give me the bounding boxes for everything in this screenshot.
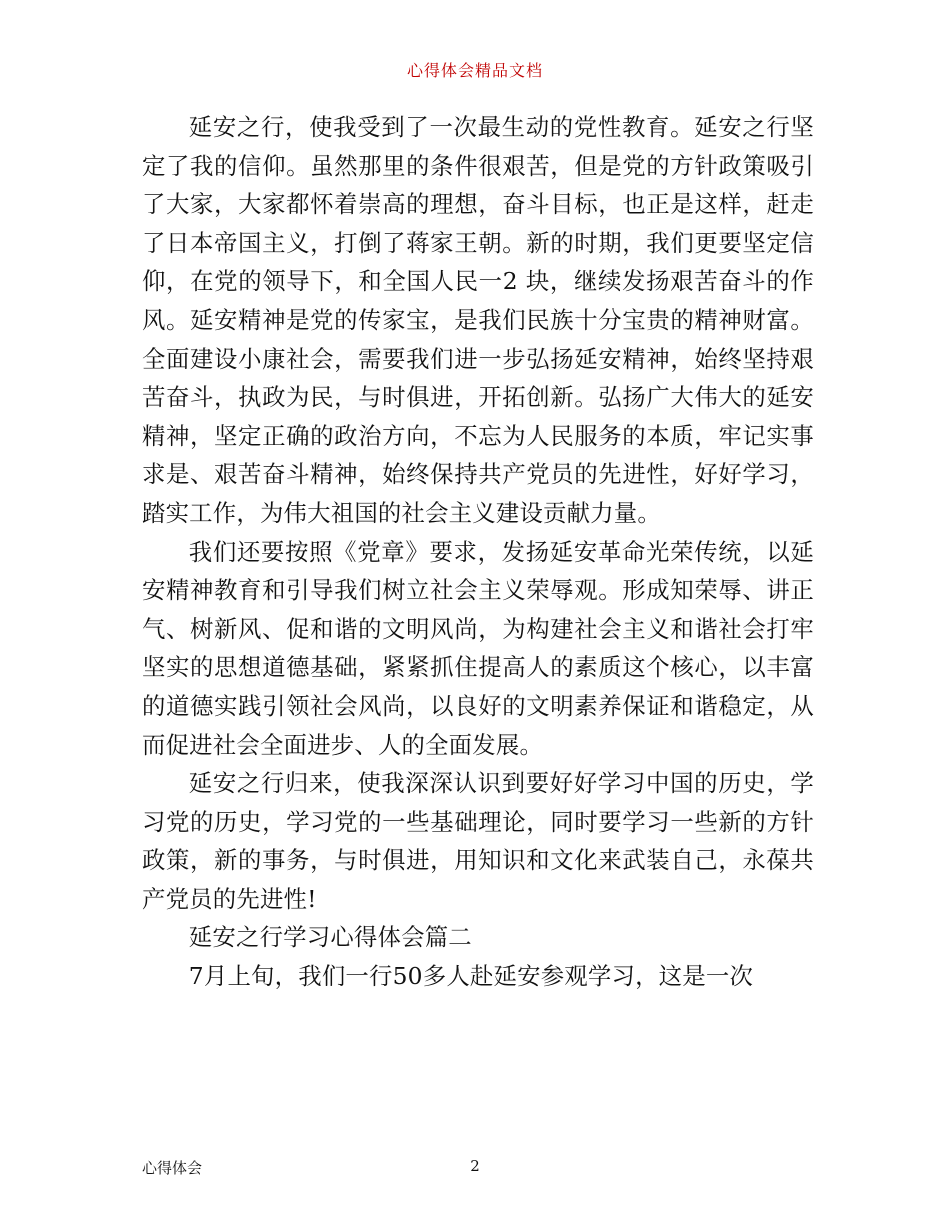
paragraph-3: 延安之行归来，使我深深认识到要好好学习中国的历史，学习党的历史，学习党的一些基础理论，同时要学习一些新的方针政策，新的事务，与时俱进，用知识和文化来武装自己，永葆共产党员的先进性! <box>142 769 814 913</box>
page-number: 2 <box>470 1157 480 1175</box>
document-body <box>142 108 814 996</box>
document-header: 心得体会精品文档 <box>406 61 543 80</box>
footer-label: 心得体会 <box>142 1159 203 1177</box>
paragraph-4: 7月上旬，我们一行50多人赴延安参观学习，这是一次 <box>188 962 754 991</box>
paragraph-1: 延安之行，使我受到了一次最生动的党性教育。延安之行坚定了我的信仰。虽然那里的条件很艰苦，但是党的方针政策吸引了大家，大家都怀着崇高的理想，奋斗目标，也正是这样，赶走了日本帝国主义，打倒了蒋家王朝。新的时期，我们更要坚定信仰，在党的领导下，和全国人民一2 块，继续发扬艰苦奋斗的作风。延安精神是党的传家宝，是我们民族十分宝贵的精神财富。全面建设小康社会，需要我们进一步弘扬延安精神，始终坚持艰苦奋斗，执政为民，与时俱进，开拓创新。弘扬广大伟大的延安精神，坚定正确的政治方向，不忘为人民服务的本质，牢记实事求是、艰苦奋斗精神，始终保持共产党员的先进性，好好学习，踏实工作，为伟大祖国的社会主义建设贡献力量。 <box>142 113 814 527</box>
section-heading: 延安之行学习心得体会篇二 <box>188 923 472 952</box>
paragraph-2: 我们还要按照《党章》要求，发扬延安革命光荣传统，以延安精神教育和引导我们树立社会主义荣辱观。形成知荣辱、讲正气、树新风、促和谐的文明风尚，为构建社会主义和谐社会打牢坚实的思想道德基础，紧紧抓住提高人的素质这个核心，以丰富的道德实践引领社会风尚，以良好的文明素养保证和谐稳定，从而促进社会全面进步、人的全面发展。 <box>142 537 814 759</box>
